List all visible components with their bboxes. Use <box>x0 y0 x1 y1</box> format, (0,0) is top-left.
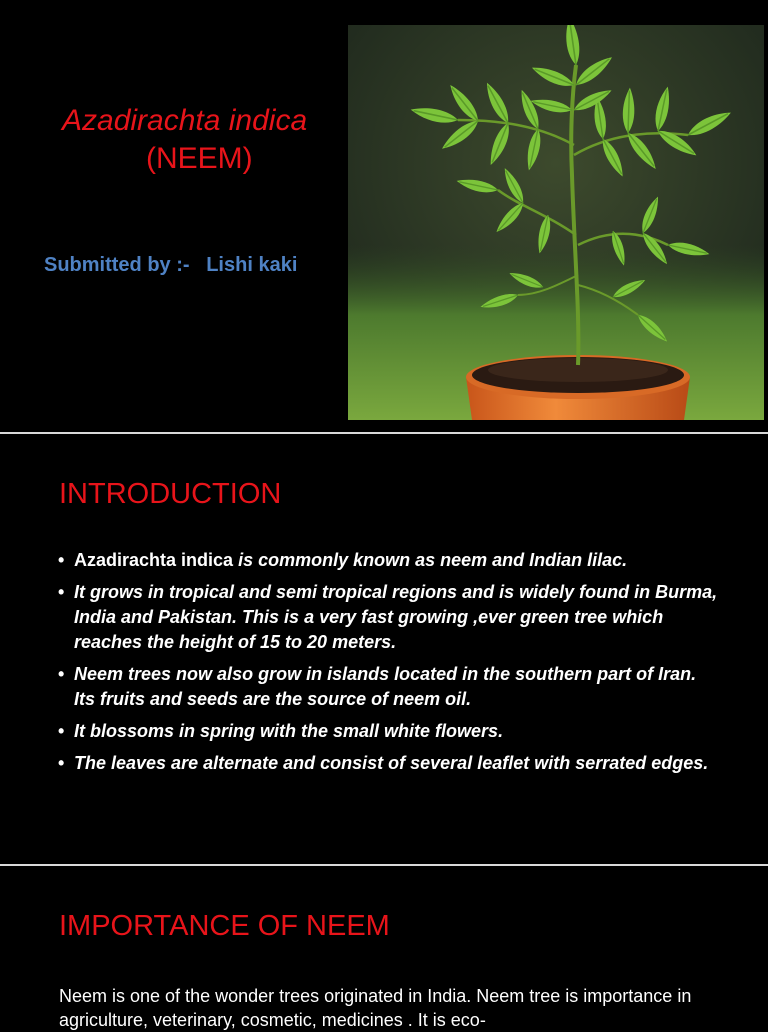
introduction-bullets <box>58 548 718 783</box>
importance-heading: IMPORTANCE OF NEEM <box>59 910 390 942</box>
bullet-item <box>58 580 718 655</box>
neem-plant-photo <box>348 25 764 420</box>
bullet-item <box>58 751 718 776</box>
title-latin-name: Azadirachta indica <box>62 104 308 137</box>
bullet-item <box>58 662 718 712</box>
bullet-plain-text: Azadirachta indica <box>74 550 239 570</box>
bullet-item <box>58 548 718 573</box>
importance-paragraph: Neem is one of the wonder trees originated in India. Neem tree is importance in agriculture, veterinary, cosmetic, medicines . It is eco- <box>59 986 692 1030</box>
bullet-italic-text: It blossoms in spring with the small white flowers. <box>74 721 504 741</box>
bullet-italic-text: is commonly known as neem and Indian lilac. <box>238 550 628 570</box>
bullet-italic-text: Neem trees now also grow in islands located in the southern part of Iran. Its fruits and seeds are the source of neem oil. <box>74 664 697 709</box>
title-common-name: (NEEM) <box>146 142 253 175</box>
title-slide <box>0 0 768 432</box>
bullet-italic-text: The leaves are alternate and consist of several leaflet with serrated edges. <box>74 753 709 773</box>
introduction-heading: INTRODUCTION <box>59 478 282 510</box>
submitted-name: Lishi kaki <box>206 254 298 276</box>
bullet-item <box>58 719 718 744</box>
submitted-by <box>44 254 297 277</box>
submitted-label: Submitted by :- <box>44 254 190 276</box>
bullet-italic-text: It grows in tropical and semi tropical regions and is widely found in Burma, India and Pakistan. This is a very fast growing ,ever green tree which reaches the height of 15 to 20 meters. <box>74 582 718 652</box>
